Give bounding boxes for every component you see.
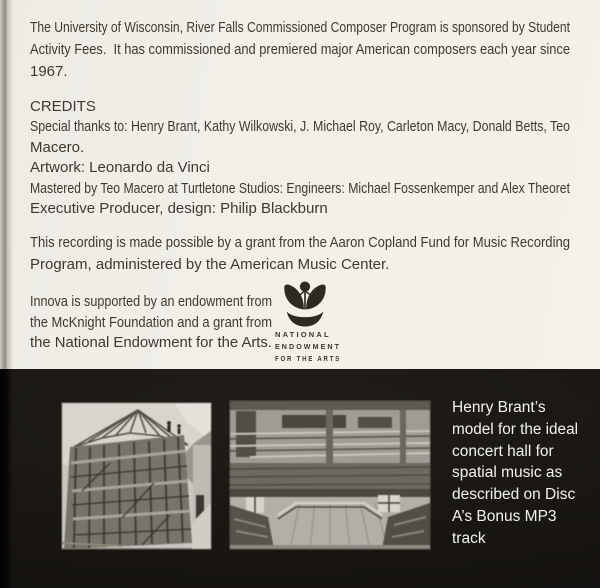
credits-line: Macero. <box>30 138 85 156</box>
innova-line: the McKnight Foundation and a grant from <box>30 313 272 331</box>
model-interior-photo <box>230 401 430 549</box>
innova-line: Innova is supported by an endowment from <box>30 293 272 310</box>
intro-line: The University of Wisconsin, River Falls Commissioned Composer Program is sponsored by Student <box>30 19 570 36</box>
nea-text-line: ENDOWMENT <box>275 342 341 352</box>
intro-paragraph <box>30 17 570 83</box>
page-edge-shadow <box>0 0 16 369</box>
credits-line: Executive Producer, design: Philip Blackburn <box>30 200 328 218</box>
credits-line: Artwork: Leonardo da Vinci <box>30 159 210 177</box>
intro-line: Activity Fees. It has commissioned and premiered major American composers each year since <box>30 41 570 58</box>
nea-leaf-figure-icon <box>283 280 327 328</box>
nea-text-line: FOR THE ARTS <box>275 354 341 364</box>
credits-line: Mastered by Teo Macero at Turtletone Studios: Engineers: Michael Fossenkemper and Alex Theoret <box>30 179 570 197</box>
innova-paragraph <box>30 292 272 354</box>
credits-section <box>30 97 570 219</box>
nea-text-line: NATIONAL <box>275 330 331 339</box>
photo-caption <box>452 397 578 550</box>
nea-logo-text <box>275 329 341 365</box>
caption-line: Henry Brant’s <box>452 399 546 416</box>
innova-line: the National Endowment for the Arts. <box>30 334 272 352</box>
intro-line: 1967. <box>30 63 68 80</box>
credits-heading: CREDITS <box>30 98 96 115</box>
grant-line: Program, administered by the American Music Center. <box>30 255 390 273</box>
caption-line: model for the ideal <box>452 420 578 438</box>
caption-line: track <box>452 529 486 547</box>
credits-line: Special thanks to: Henry Brant, Kathy Wilkowski, J. Michael Roy, Carleton Macy, Donald Betts, Teo <box>30 118 570 136</box>
model-exterior-photo <box>62 403 211 549</box>
grant-line: This recording is made possible by a grant from the Aaron Copland Fund for Music Recording <box>30 234 570 251</box>
caption-line: spatial music as <box>452 464 563 482</box>
caption-line: A’s Bonus MP3 <box>452 507 557 525</box>
caption-line: concert hall for <box>452 442 554 460</box>
caption-line: described on Disc <box>452 486 576 504</box>
grant-paragraph <box>30 232 570 275</box>
